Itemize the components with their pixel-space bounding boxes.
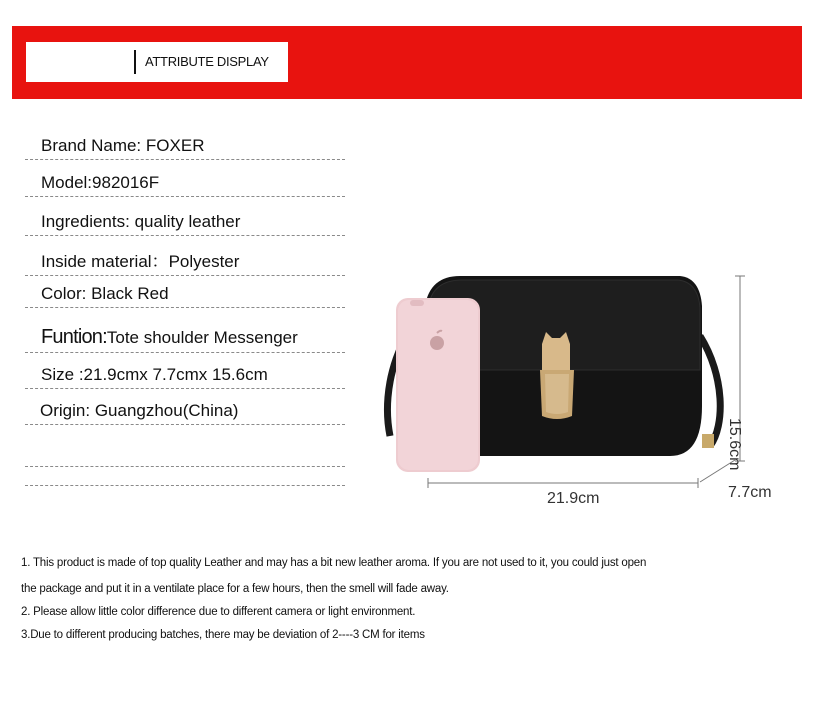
attribute-value: 982016F [92, 173, 160, 192]
attribute-banner [12, 26, 802, 99]
attribute-row-color [25, 281, 345, 308]
attribute-row-model [25, 170, 345, 197]
product-illustration [380, 266, 780, 526]
attribute-label: Brand Name: [41, 136, 142, 155]
strap-buckle [702, 434, 714, 448]
note-line: the package and put it in a ventilate place for a few hours, then the smell will fade away. [21, 583, 449, 595]
banner-label-box [26, 42, 288, 82]
attribute-label: Color: [41, 284, 87, 303]
attribute-value: quality leather [134, 212, 241, 231]
attribute-value: Polyester [168, 252, 240, 271]
depth-label: 7.7cm [728, 484, 772, 501]
attribute-label: Inside material： [41, 252, 169, 271]
attribute-label: Model: [41, 173, 93, 192]
note-line: 2. Please allow little color difference due to different camera or light environment. [21, 606, 416, 618]
attribute-label: Ingredients: [41, 212, 130, 231]
attribute-value: :21.9cmx 7.7cmx 15.6cm [78, 365, 268, 384]
phone-image [396, 298, 480, 472]
attribute-value: Guangzhou(China) [94, 401, 239, 420]
attribute-value: FOXER [145, 136, 205, 155]
attribute-value: Tote shoulder Messenger [106, 328, 298, 347]
attribute-row-inside-material [25, 249, 345, 276]
attribute-row-function [25, 326, 345, 353]
banner-title: ATTRIBUTE DISPLAY [145, 54, 269, 69]
banner-divider [134, 50, 136, 74]
attribute-row-size [25, 362, 345, 389]
attribute-label: Size [41, 365, 75, 384]
apple-logo-icon [430, 336, 444, 350]
attribute-value: Black Red [91, 284, 169, 303]
attribute-row-brand [25, 133, 345, 160]
attribute-row-origin [25, 398, 345, 425]
note-line: 1. This product is made of top quality Leather and may has a bit new leather aroma. If you are not used to it, you could just open [21, 557, 647, 569]
attribute-label: Origin: [40, 401, 91, 420]
attribute-row-divider [25, 484, 345, 486]
attribute-label: Funtion: [41, 326, 107, 348]
width-label: 21.9cm [547, 490, 600, 507]
height-label: 15.6cm [726, 418, 743, 471]
attribute-row-ingredients [25, 209, 345, 236]
note-line: 3.Due to different producing batches, there may be deviation of 2----3 CM for items [21, 629, 425, 641]
fox-clasp [540, 332, 574, 419]
attribute-row-empty [25, 440, 345, 467]
bag-strap-right [700, 336, 720, 446]
